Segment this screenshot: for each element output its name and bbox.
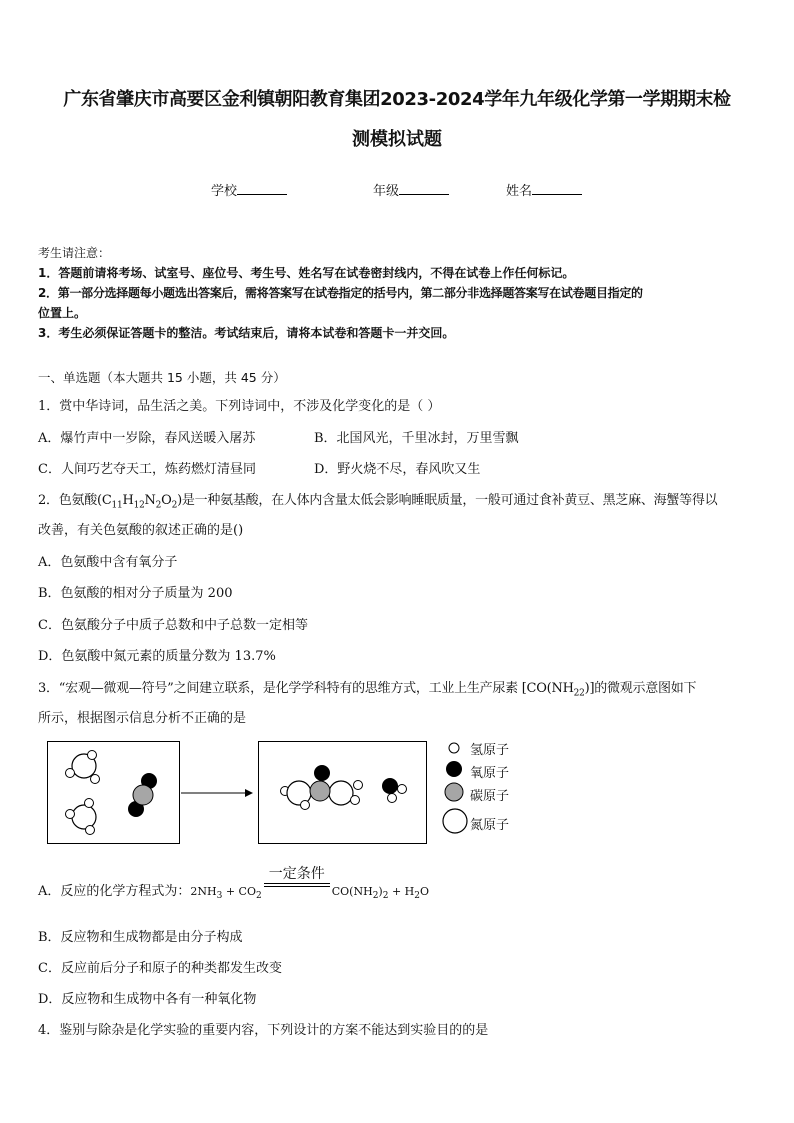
hydrogen-atom: [91, 775, 100, 784]
q2-option-b: B．色氨酸的相对分子质量为 200: [38, 586, 233, 601]
hydrogen-atom: [66, 810, 75, 819]
hydrogen-atom: [354, 781, 363, 790]
legend-hydrogen-label: 氢原子: [470, 743, 510, 758]
carbon-atom: [133, 785, 153, 805]
oxygen-atom: [314, 765, 330, 781]
exam-title-line2: 测模拟试题: [352, 129, 442, 150]
equation-right: $CO(NH_2)_2 + H_2O$: [331, 885, 430, 902]
legend-nitrogen-label: 氮原子: [470, 818, 510, 833]
q3-stem-suffix: )]的微观示意图如下: [584, 681, 697, 696]
q3-option-a: [38, 866, 430, 902]
hydrogen-atom: [88, 751, 97, 760]
q3-stem-prefix: 3．“宏观—微观—符号”之间建立联系，是化学学科特有的思维方式，工业上生产尿素 [CO(NH: [38, 681, 574, 696]
products-molecules: [259, 742, 426, 843]
name-label: 姓名: [506, 184, 533, 199]
q3-option-c: C．反应前后分子和原子的种类都发生改变: [38, 961, 282, 976]
hydrogen-atom: [351, 796, 360, 805]
reactants-box: [47, 741, 180, 844]
hydrogen-atom: [398, 785, 407, 794]
q2-stem-line1: [38, 489, 717, 511]
notice-heading: 考生请注意：: [38, 246, 111, 260]
q2-option-c: C．色氨酸分子中质子总数和中子总数一定相等: [38, 618, 308, 633]
q3-stem-line1: 3．“宏观—微观—符号”之间建立联系，是化学学科特有的思维方式，工业上生产尿素 $[CO(NH_{22})]$的微观示意图如下: [38, 681, 697, 699]
q3-option-b: B．反应物和生成物都是由分子构成: [38, 930, 243, 945]
q2-stem-prefix: 2．色氨酸(: [38, 493, 102, 508]
hydrogen-atom: [86, 826, 95, 835]
q3-option-a-prefix: A．反应的化学方程式为：: [38, 884, 191, 899]
nitrogen-atom: [329, 781, 353, 805]
legend-oxygen-icon: [446, 761, 462, 777]
legend-carbon-label: 碳原子: [470, 789, 510, 804]
notice-item-1: 1．答题前请将考场、试室号、座位号、考生号、姓名写在试卷密封线内，不得在试卷上作任何标记。: [38, 266, 575, 280]
q3-stem-line2: 所示，根据图示信息分析不正确的是: [38, 711, 247, 726]
carbon-atom: [310, 781, 330, 801]
exam-title-line1: 广东省肇庆市高要区金利镇朝阳教育集团2023-2024学年九年级化学第一学期期末检: [63, 89, 731, 110]
notice-item-2: 2．第一部分选择题每小题选出答案后，需将答案写在试卷指定的括号内，第二部分非选择题答案写在试卷题目指定的: [38, 286, 643, 300]
notice-item-2-cont: 位置上。: [38, 306, 87, 320]
legend-oxygen-label: 氧原子: [470, 766, 510, 781]
q1-option-b: B．北国风光，千里冰封，万里雪飘: [314, 431, 519, 446]
q4-stem: 4．鉴别与除杂是化学实验的重要内容，下列设计的方案不能达到实验目的的是: [38, 1023, 489, 1038]
legend-symbols: [442, 738, 472, 838]
q2-stem-line2: 改善，有关色氨酸的叙述正确的是(): [38, 523, 244, 538]
equation-condition: 一定条件: [268, 866, 325, 882]
section-heading: 一、单选题（本大题共 15 小题，共 45 分）: [38, 370, 286, 385]
name-field[interactable]: [506, 180, 582, 199]
notice-block: [38, 243, 758, 343]
q1-option-a: A．爆竹声中一岁除，春风送暖入屠苏: [38, 431, 256, 446]
hydrogen-atom: [388, 794, 397, 803]
legend-nitrogen-icon: [443, 809, 467, 833]
q2-formula: $C_{11}H_{12}N_2O_2$: [101, 493, 178, 511]
q2-stem-suffix: )是一种氨基酸，在人体内含量太低会影响睡眠质量，一般可通过食补黄豆、黑芝麻、海蟹等得以: [177, 493, 718, 508]
hydrogen-atom: [301, 801, 310, 810]
equation-left: $2NH_3 + CO_2$: [190, 885, 262, 902]
hydrogen-atom: [66, 769, 75, 778]
q2-formula-text: [0, 0, 7, 1]
legend-carbon-icon: [445, 783, 463, 801]
q1-option-d: D．野火烧不尽，春风吹又生: [314, 462, 481, 477]
grade-label: 年级: [373, 184, 400, 199]
notice-item-3: 3．考生必须保证答题卡的整洁。考试结束后，请将本试卷和答题卡一并交回。: [38, 326, 455, 340]
q3-option-d: D．反应物和生成物中各有一种氧化物: [38, 992, 257, 1007]
q1-option-c: C．人间巧艺夺天工，炼药燃灯清昼同: [38, 462, 256, 477]
legend-hydrogen-icon: [449, 743, 459, 753]
q2-option-d: D．色氨酸中氮元素的质量分数为 13.7%: [38, 649, 276, 664]
grade-field[interactable]: [373, 180, 449, 199]
nitrogen-atom: [72, 805, 96, 829]
school-label: 学校: [211, 184, 238, 199]
equation-equals: [264, 866, 330, 895]
q2-option-a: A．色氨酸中含有氧分子: [38, 555, 178, 570]
q3-equation-right-text: [0, 4, 9, 5]
oxygen-atom: [382, 778, 398, 794]
hydrogen-atom: [85, 799, 94, 808]
q3-equation-left-text: [0, 2, 7, 3]
q1-stem: 1．赏中华诗词，品生活之美。下列诗词中，不涉及化学变化的是（ ）: [38, 399, 441, 414]
school-field[interactable]: [211, 180, 287, 199]
reaction-arrow: [181, 787, 255, 799]
products-box: [258, 741, 427, 844]
reactants-molecules: [48, 742, 179, 843]
